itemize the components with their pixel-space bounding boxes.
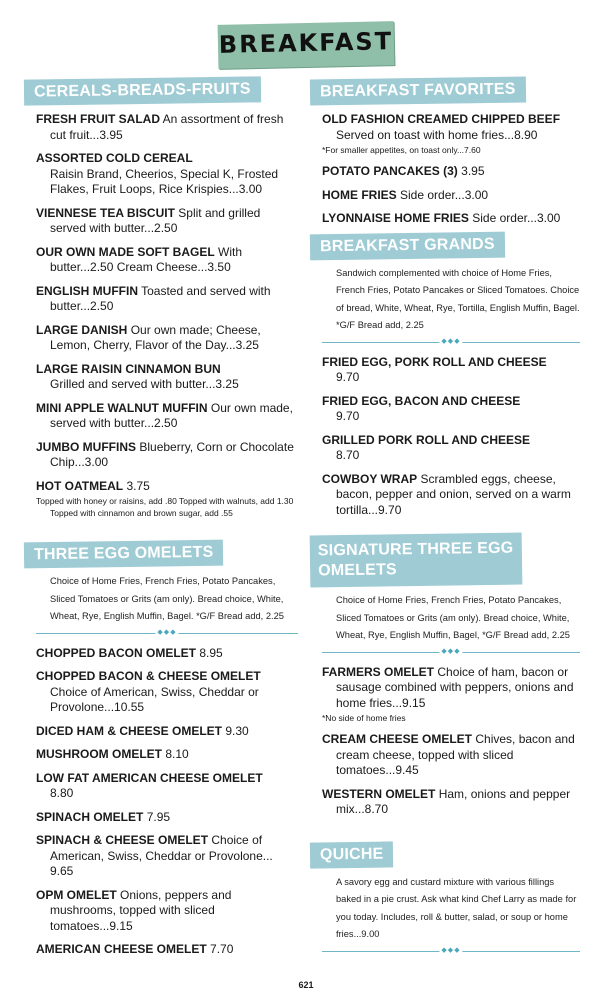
- section-note: A savory egg and custard mixture with various fillings baked in a pie crust. Ask what kind Chef Larry as made for you today. Includes, roll & butter, salad, or soup or home fries...9.00: [336, 876, 577, 939]
- item-name: ASSORTED COLD CEREAL: [36, 151, 193, 165]
- menu-item: [36, 888, 298, 935]
- item-name: SPINACH & CHEESE OMELET: [36, 833, 209, 847]
- section-note: Sandwich complemented with choice of Home Fries, French Fries, Potato Pancakes or Sliced Tomatoes. Choice of bread, White, Wheat, Rye, Tortilla, English Muffin, Bagel. *G/F Bread add, 2.25: [336, 267, 580, 330]
- item-note: *No side of home fries: [322, 713, 406, 723]
- section-heading-cereals: CEREALS-BREADS-FRUITS: [24, 76, 261, 105]
- item-desc: Chives, bacon and cream cheese, topped with sliced tomatoes...9.45: [336, 732, 575, 777]
- item-name: OPM OMELET: [36, 887, 117, 902]
- item-name: ENGLISH MUFFIN: [36, 283, 138, 298]
- page-number: 621: [298, 980, 314, 990]
- menu-item: [36, 646, 298, 662]
- item-desc: Blueberry, Corn or Chocolate Chip...3.00: [50, 439, 294, 469]
- section-divider: [36, 628, 298, 638]
- diamond-ornament-icon: ◆◆◆: [157, 628, 177, 636]
- menu-item: [36, 724, 298, 740]
- omelets-list: [36, 646, 298, 958]
- item-name: LYONNAISE HOME FRIES: [322, 211, 469, 225]
- section-divider: [322, 337, 580, 347]
- item-desc: Choice of ham, bacon or sausage combined with peppers, onions and home fries...9.15: [336, 664, 574, 710]
- menu-item: [322, 112, 580, 156]
- heading-line: SIGNATURE THREE EGG: [317, 539, 514, 560]
- item-desc: 8.70: [336, 448, 360, 462]
- menu-item: [322, 665, 580, 725]
- item-name: MINI APPLE WALNUT MUFFIN: [36, 400, 208, 415]
- item-name: DICED HAM & CHEESE OMELET: [36, 723, 223, 738]
- item-name: LOW FAT AMERICAN CHEESE OMELET: [36, 770, 263, 785]
- item-name: CREAM CHEESE OMELET: [322, 732, 473, 746]
- item-name: LARGE DANISH: [36, 322, 128, 337]
- section-heading-omelets: THREE EGG OMELETS: [24, 540, 224, 569]
- item-desc: Grilled and served with butter...3.25: [50, 377, 239, 391]
- menu-item: [36, 245, 298, 276]
- item-name: POTATO PANCAKES (3): [322, 164, 458, 178]
- item-name: FRIED EGG, PORK ROLL AND CHEESE: [322, 354, 547, 369]
- cereals-list: [36, 112, 298, 519]
- item-name: FRIED EGG, BACON AND CHEESE: [322, 393, 521, 408]
- diamond-ornament-icon: ◆◆◆: [441, 647, 461, 655]
- signature-section: [317, 534, 580, 818]
- menu-item: [322, 188, 580, 204]
- item-desc: 8.80: [50, 786, 74, 800]
- right-column: [317, 78, 580, 956]
- menu-item: [36, 440, 298, 471]
- item-desc: Our own made, served with butter...2.50: [50, 400, 293, 430]
- item-name: JUMBO MUFFINS: [36, 439, 136, 454]
- item-desc: With butter...2.50 Cream Cheese...3.50: [50, 244, 243, 274]
- item-note: Topped with honey or raisins, add .80 Topped with walnuts, add 1.30 Topped with cinnamon and brown sugar, add .55: [36, 496, 294, 518]
- menu-item: [322, 211, 580, 227]
- item-desc: Onions, peppers and mushrooms, topped with sliced tomatoes...9.15: [50, 887, 232, 933]
- item-desc: Side order...3.00: [400, 187, 489, 202]
- grands-section: [319, 233, 580, 519]
- menu-item: [322, 433, 580, 464]
- menu-item: [36, 401, 298, 432]
- menu-item: [36, 833, 298, 880]
- item-note: *For smaller appetites, on toast only...7.60: [322, 145, 481, 155]
- item-name: LARGE RAISIN CINNAMON BUN: [36, 361, 221, 376]
- signature-list: [322, 665, 580, 818]
- section-heading-favorites: BREAKFAST FAVORITES: [310, 76, 526, 105]
- left-column: [33, 78, 298, 958]
- menu-item: [322, 164, 580, 180]
- item-name: HOT OATMEAL: [36, 478, 124, 493]
- menu-item: [36, 669, 298, 716]
- item-name: CHOPPED BACON OMELET: [36, 645, 197, 660]
- menu-item: [36, 112, 298, 143]
- menu-item: [36, 747, 298, 763]
- item-name: AMERICAN CHEESE OMELET: [36, 942, 207, 956]
- item-name: SPINACH OMELET: [36, 809, 144, 824]
- item-desc: Our own made; Cheese, Lemon, Cherry, Flavor of the Day...3.25: [50, 322, 261, 352]
- grands-list: [322, 355, 580, 519]
- item-name: FARMERS OMELET: [322, 664, 435, 679]
- item-desc: Served on toast with home fries...8.90: [336, 127, 538, 142]
- quiche-section: [319, 842, 580, 956]
- item-desc: 3.75: [126, 478, 150, 493]
- item-desc: Side order...3.00: [472, 211, 561, 225]
- item-desc: Toasted and served with butter...2.50: [50, 283, 271, 313]
- item-desc: Choice of American, Swiss, Cheddar or Provolone...10.55: [50, 684, 259, 714]
- item-desc: 9.30: [225, 723, 249, 738]
- omelets-section: [33, 541, 298, 958]
- diamond-ornament-icon: ◆◆◆: [441, 946, 461, 954]
- menu-item: [36, 284, 298, 315]
- item-desc: Ham, onions and pepper mix...8.70: [336, 786, 571, 816]
- section-heading-grands: BREAKFAST GRANDS: [310, 231, 505, 260]
- favorites-list: [322, 112, 580, 227]
- item-name: COWBOY WRAP: [322, 471, 418, 486]
- menu-item: [322, 355, 580, 386]
- item-desc: Raisin Brand, Cheerios, Special K, Frosted Flakes, Fruit Loops, Rice Krispies...3.00: [50, 166, 279, 196]
- item-name: WESTERN OMELET: [322, 786, 436, 801]
- diamond-ornament-icon: ◆◆◆: [441, 337, 461, 345]
- title-banner: [218, 21, 395, 69]
- menu-item: [36, 810, 298, 826]
- item-name: OLD FASHION CREAMED CHIPPED BEEF: [322, 112, 561, 126]
- item-desc: An assortment of fresh cut fruit...3.95: [50, 112, 284, 142]
- menu-item: [36, 151, 298, 198]
- section-divider: [322, 647, 580, 657]
- item-desc: 3.95: [461, 164, 485, 178]
- menu-item: [36, 479, 298, 520]
- menu-item: [36, 942, 298, 958]
- menu-item: [36, 323, 298, 354]
- heading-line: OMELETS: [318, 561, 398, 580]
- item-desc: 8.95: [199, 645, 223, 660]
- item-name: OUR OWN MADE SOFT BAGEL: [36, 244, 215, 259]
- item-name: GRILLED PORK ROLL AND CHEESE: [322, 432, 531, 447]
- item-desc: 9.70: [336, 370, 360, 384]
- item-desc: Choice of American, Swiss, Cheddar or Provolone... 9.65: [50, 833, 273, 878]
- item-desc: Split and grilled served with butter...2.50: [50, 205, 261, 235]
- item-desc: 9.70: [336, 409, 360, 423]
- item-desc: Scrambled eggs, cheese, bacon, pepper and onion, served on a warm tortilla...9.70: [336, 471, 571, 517]
- item-desc: 7.70: [210, 942, 234, 956]
- menu-item: [322, 394, 580, 425]
- section-heading-quiche: QUICHE: [310, 841, 394, 868]
- section-note: Choice of Home Fries, French Fries, Potato Pancakes, Sliced Tomatoes or Grits (am only). Bread choice, White, Wheat, Rye, English Muffin, Bagel, *G/F Bread add, 2.25: [336, 595, 570, 640]
- section-note: Choice of Home Fries, French Fries, Potato Pancakes, Sliced Tomatoes or Grits (am only). Bread choice, White, Wheat, Rye, English Muffin, Bagel. *G/F Bread add, 2.25: [50, 576, 284, 621]
- section-heading-signature: [310, 533, 522, 588]
- item-desc: 7.95: [146, 809, 171, 824]
- menu-item: [36, 362, 298, 393]
- section-divider: [322, 946, 580, 956]
- menu-item: [36, 206, 298, 237]
- page-title: BREAKFAST: [218, 27, 394, 59]
- menu-item: [322, 472, 580, 519]
- item-desc: 8.10: [165, 747, 189, 761]
- menu-item: [322, 787, 580, 818]
- menu-item: [36, 771, 298, 802]
- item-name: MUSHROOM OMELET: [36, 747, 162, 761]
- item-name: HOME FRIES: [322, 187, 397, 202]
- item-name: VIENNESE TEA BISCUIT: [36, 205, 175, 220]
- item-name: CHOPPED BACON & CHEESE OMELET: [36, 669, 261, 683]
- menu-item: [322, 732, 580, 779]
- item-name: FRESH FRUIT SALAD: [36, 112, 160, 126]
